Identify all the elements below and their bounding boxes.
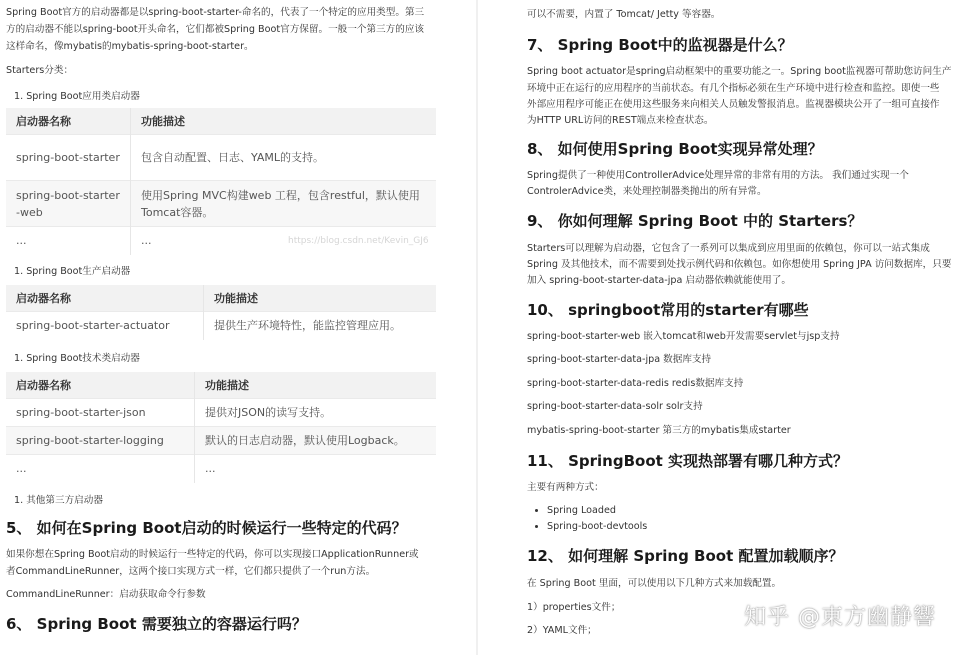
- table-cell: ...: [6, 227, 131, 255]
- q7-line-3: 外部应用程序可能正在使用这些服务来向相关人员触发警报消息。监视器模块公开了一组可直接作: [527, 99, 940, 110]
- q8-line-1: Spring提供了一种使用ControllerAdvice处理异常的非常有用的方法。 我们通过实现一个: [527, 170, 909, 181]
- starter-item: mybatis-spring-boot-starter 第三方的mybatis集成starter: [527, 425, 791, 436]
- q9-line-3: 加入 spring-boot-starter-data-jpa 启动器依赖就能使用了。: [527, 275, 791, 286]
- heading-q9: 9、 你如何理解 Spring Boot 中的 Starters？: [527, 212, 863, 230]
- table-header: 功能描述: [131, 108, 437, 135]
- starter-item: spring-boot-starter-data-jpa 数据库支持: [527, 354, 712, 365]
- table-cell: spring-boot-starter-web: [6, 181, 131, 227]
- zhihu-watermark: 知乎 @東方幽静響: [744, 605, 936, 630]
- list-item-production-starters: 1. Spring Boot生产启动器: [14, 266, 131, 277]
- left-column: [0, 0, 468, 655]
- table-cell: spring-boot-starter-actuator: [6, 312, 204, 340]
- q7-line-1: Spring boot actuator是spring启动框架中的重要功能之一。Spring boot监视器可帮助您访问生产: [527, 66, 952, 77]
- starters-label: Starters分类：: [6, 65, 74, 76]
- starter-item: spring-boot-starter-data-redis redis数据库支持: [527, 378, 744, 389]
- table-cell: 默认的日志启动器，默认使用Logback。: [195, 427, 437, 455]
- list-item: • Spring Loaded: [547, 503, 647, 519]
- csdn-watermark-url: https://blog.csdn.net/Kevin_GJ6: [288, 236, 429, 246]
- table-row: [6, 399, 436, 427]
- list-item-app-starters: 1. Spring Boot应用类启动器: [14, 91, 140, 102]
- heading-q11: 11、 SpringBoot 实现热部署有哪几种方式？: [527, 452, 849, 470]
- table-cell: 使用Spring MVC构建web 工程，包含restful，默认使用Tomcat容器。: [131, 181, 437, 227]
- heading-q5: 5、 如何在Spring Boot启动的时候运行一些特定的代码？: [6, 519, 407, 537]
- table-row: [6, 312, 436, 340]
- starter-item: spring-boot-starter-data-solr solr支持: [527, 401, 703, 412]
- q12-intro: 在 Spring Boot 里面，可以使用以下几种方式来加载配置。: [527, 578, 782, 589]
- table-cell: spring-boot-starter-logging: [6, 427, 195, 455]
- table-cell: spring-boot-starter-json: [6, 399, 195, 427]
- table-cell: ...: [195, 455, 437, 483]
- table-cell: ...: [6, 455, 195, 483]
- table-header: 启动器名称: [6, 285, 204, 312]
- q8-line-2: ControlerAdvice类，来处理控制器类抛出的所有异常。: [527, 186, 767, 197]
- heading-q8: 8、 如何使用Spring Boot实现异常处理？: [527, 140, 823, 158]
- intro-line-3: 这样命名，像mybatis的mybatis-spring-boot-starter。: [6, 41, 254, 52]
- heading-q12: 12、 如何理解 Spring Boot 配置加载顺序？: [527, 547, 844, 565]
- table-cell: ...: [131, 227, 437, 255]
- list-item-tech-starters: 1. Spring Boot技术类启动器: [14, 353, 140, 364]
- table-cell: 提供对JSON的读写支持。: [195, 399, 437, 427]
- q9-line-1: Starters可以理解为启动器，它包含了一系列可以集成到应用里面的依赖包，你可以一站式集成: [527, 243, 930, 254]
- list-item: • Spring-boot-devtools: [547, 519, 647, 535]
- intro-line-2: 方的启动器不能以spring-boot开头命名，它们都被Spring Boot官方保留。一般一个第三方的应该: [6, 24, 425, 35]
- table-header: 启动器名称: [6, 108, 131, 135]
- table-row: [6, 135, 436, 181]
- right-column: [484, 0, 964, 655]
- table-row: [6, 427, 436, 455]
- table-row: [6, 181, 436, 227]
- intro-line-1: Spring Boot官方的启动器都是以spring-boot-starter-命名的，代表了一个特定的应用类型。第三: [6, 7, 425, 18]
- table-cell: 提供生产环境特性，能监控管理应用。: [204, 312, 437, 340]
- table-cell: spring-boot-starter: [6, 135, 131, 181]
- table-header: 功能描述: [195, 372, 437, 399]
- table-production-starters: [6, 285, 436, 340]
- q7-line-2: 环境中正在运行的应用程序的当前状态。有几个指标必须在生产环境中进行检查和监控。即使一些: [527, 83, 940, 94]
- q12-item-2: 2）YAML文件；: [527, 625, 597, 636]
- list-item-third-party-starters: 1. 其他第三方启动器: [14, 495, 103, 506]
- q9-line-2: Spring 及其他技术，而不需要到处找示例代码和依赖包。如你想使用 Spring JPA 访问数据库，只要: [527, 259, 952, 270]
- table-header: 启动器名称: [6, 372, 195, 399]
- table-app-starters: [6, 108, 436, 255]
- table-tech-starters: [6, 372, 436, 483]
- column-divider: [476, 0, 478, 655]
- q5-line-1: 如果你想在Spring Boot启动的时候运行一些特定的代码，你可以实现接口ApplicationRunner或: [6, 549, 419, 560]
- q7-line-4: 为HTTP URL访问的REST端点来检查状态。: [527, 115, 714, 126]
- table-header: 功能描述: [204, 285, 437, 312]
- q5-line-2: 者CommandLineRunner，这两个接口实现方式一样，它们都只提供了一个run方法。: [6, 566, 376, 577]
- q6-answer: 可以不需要，内置了 Tomcat/ Jetty 等容器。: [527, 9, 721, 20]
- q5-commandlinerunner: CommandLineRunner：启动获取命令行参数: [6, 589, 206, 600]
- starter-item: spring-boot-starter-web 嵌入tomcat和web开发需要servlet与jsp支持: [527, 331, 840, 342]
- q11-intro: 主要有两种方式：: [527, 482, 604, 493]
- table-cell: 包含自动配置、日志、YAML的支持。: [131, 135, 437, 181]
- q12-item-1: 1）properties文件；: [527, 602, 621, 613]
- table-row: [6, 455, 436, 483]
- hot-deploy-list: [535, 503, 647, 535]
- heading-q6: 6、 Spring Boot 需要独立的容器运行吗？: [6, 615, 307, 633]
- heading-q10: 10、 springboot常用的starter有哪些: [527, 301, 809, 319]
- heading-q7: 7、 Spring Boot中的监视器是什么？: [527, 36, 793, 54]
